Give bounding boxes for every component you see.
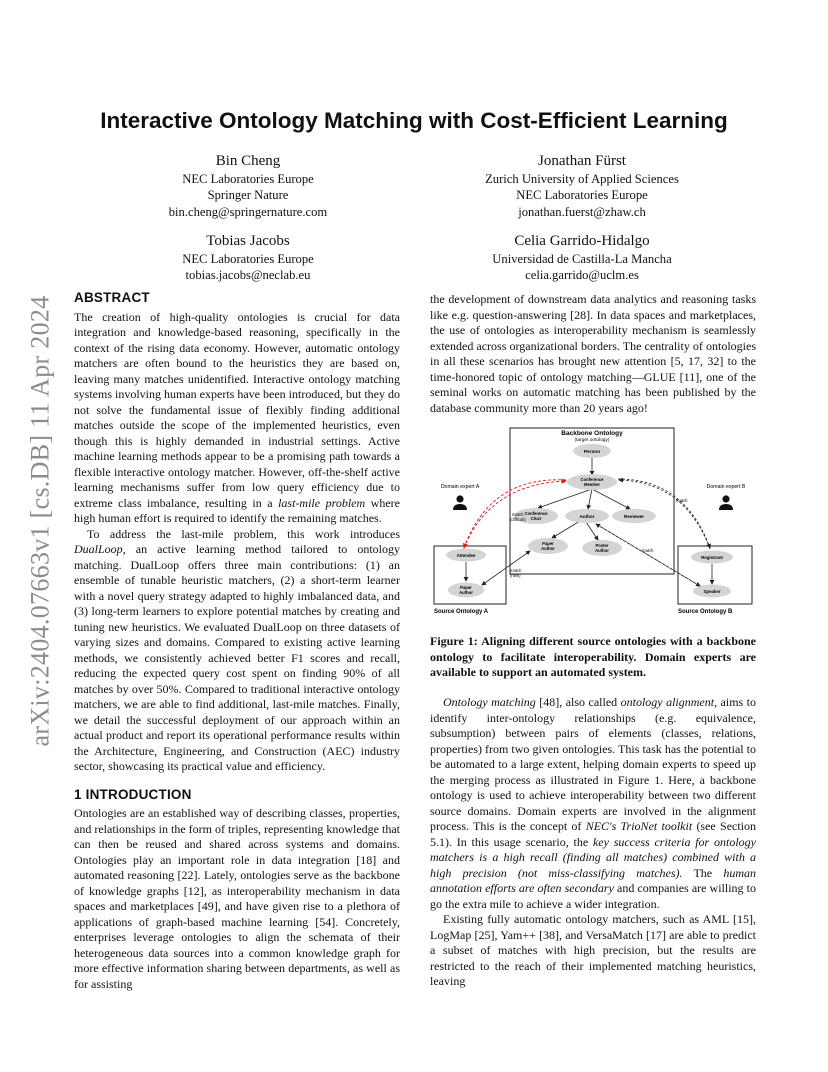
node-label: Chair [530,516,542,521]
match-new-label: match [510,568,522,573]
author-affiliation: Universidad de Castilla-La Mancha [492,252,672,266]
figure-1 [430,424,760,624]
author-block [432,152,732,220]
body-emphasis: NEC's TrioNet toolkit [585,819,693,833]
source-a-label: Source Ontology A [434,609,489,615]
body-text: and companies are willing to go the extra mile to achieve a wider integration. [430,881,756,911]
author-name: Jonathan Fürst [538,153,626,169]
author-email: celia.garrido@uclm.es [525,268,639,283]
abstract-paragraph [74,310,400,527]
node-label: Author [579,514,595,519]
abstract-text: The creation of high-quality ontologies is crucial for data integration and knowledge-based reasoning, specifically in the context of the rising data economy. However, automatic ontology matchers are often bound to the heuristics they are based on, leaving many matches unidentified. Interactive ontology matching systems involving human experts have been introduced, but they do not solve the fundamental issue of flexibly finding additional matches outside the scope of the implemented heuristics, even though this is highly demanded in industrial settings. Active machine learning methods appear to be a promising path towards a flexible interactive ontology matcher. However, off-the-shelf active learning mechanisms suffer from low query efficiency due to extreme class imbalance, resulting in a [74,309,400,510]
expert-b-label: Domain expert B [706,484,746,490]
node-label: Author [459,590,473,595]
node-label: Conference [580,477,604,482]
abstract-text: where high human effort is required to identify the remaining matches. [74,495,400,525]
body-emphasis: key success criteria for ontology matchers is a high recall (finding all matches) combined with a high precision (not miss-classifying matches). [430,834,756,880]
node-label: Attendee [456,553,476,558]
node-label: Paper [542,541,554,546]
node-label: Member [583,482,601,487]
author-email: tobias.jacobs@neclab.eu [185,268,311,283]
author-email: jonathan.fuerst@zhaw.ch [518,204,646,219]
body-text: The [682,865,724,880]
author-name: Tobias Jacobs [206,233,290,249]
person-icon [453,495,467,510]
abstract-text: , an active learning method tailored to ontology matching. DualLoop offers three main contributions: (1) an ensemble of tunable heuristic matchers, (2) a short-term learner with a novel query strategy adapted to highly imbalanced data, and (3) long-term learners to explore potential matches by creating and tuning new heuristics. We evaluated DualLoop on three datasets of varying sizes and domains. Compared to existing active learning methods, we consistently achieved better F1 scores and recall, reducing the expected query cost spent on finding 90% of all matches by over 50%. Compared to traditional interactive ontology matchers, we are able to find additional, last-mile matches. Finally, we detail the successful deployment of our approach within an actual product and report its operational performance results within the Architecture, Engineering, and Construction (AEC) industry sector, showcasing its practical value and efficiency. [74,542,400,773]
intro-paragraph: Ontologies are an established way of describing classes, properties, and relationships in the form of triples, representing knowledge that can then be reused and shared across systems and domains. Ontologies play an important role in data integration [18] and automated reasoning [22]. Lately, ontologies serve as the backbone of knowledge graphs [12], as interoperability mechanism in data spaces and marketplaces [49], and have given rise to a plethora of applications of graph-based machine learning [54]. Concretely, enterprises leverage ontologies to align the schemata of their heterogeneous data sources into a common knowledge graph for more effective information sharing between departments, as well as for assisting [74,806,400,991]
author-affiliation: NEC Laboratories Europe [182,252,314,266]
backbone-subtitle: (target ontology) [574,438,610,443]
abstract-text: To address the last-mile problem, this work introduces [87,526,400,541]
author-name: Bin Cheng [215,153,281,169]
match-new-note: (new) [510,573,521,578]
body-text: , aims to identify inter-ontology relationships (e.g. equivalence, subsumption) between pairs of elements (classes, relations, properties) from two given ontologies. This task has the potential to be automated to a large extent, helping domain experts to speed up the merging process as illustrated in Figure 1. Here, a backbone ontology is used to achieve interoperability between two different source domains. Domain experts are involved in the alignment process. This is the concept of [430,695,757,833]
author-affiliation: NEC Laboratories Europe [182,172,314,186]
arxiv-stamp [18,286,62,756]
right-column-top [430,292,756,416]
author-block [432,232,732,284]
match-difficult-label: match [512,512,524,517]
author-block [98,232,398,284]
introduction-heading: 1 INTRODUCTION [74,786,192,802]
right-column-bottom [430,695,756,990]
node-label: Author [595,548,609,553]
author-name: Celia Garrido-Hidalgo [514,233,650,249]
author-affiliation: NEC Laboratories Europe [516,188,648,203]
match-difficult-note: (difficult) [510,517,526,522]
node-label: Paper [460,585,472,590]
body-paragraph [430,695,756,912]
backbone-title: Backbone Ontology [561,430,623,437]
node-person-label: Person [583,450,601,455]
left-column [74,290,400,992]
arxiv-stamp-text: arXiv:2404.07663v1 [cs.DB] 11 Apr 2024 [25,295,55,747]
node-label: Conference [524,511,548,516]
person-icon [719,495,733,510]
abstract-heading: ABSTRACT [74,290,150,305]
paper-title: Interactive Ontology Matching with Cost-Efficient Learning [100,108,728,133]
body-emphasis: human annotation efforts are often secondary [430,865,756,895]
match-b-label: match [676,498,688,503]
match-speaker-label: match [642,548,654,553]
abstract-emphasis: DualLoop [74,542,123,556]
node-label: Speaker [703,589,721,594]
node-label: Reviewer [623,514,645,519]
author-affiliation: Springer Nature [207,188,289,203]
figure-caption: Figure 1: Aligning different source ontologies with a backbone ontology to facilitate interoperability. Domain experts are available to support an automated system. [430,634,756,679]
author-block [98,152,398,220]
author-email: bin.cheng@springernature.com [168,204,328,219]
body-emphasis: Ontology matching [443,695,536,709]
body-paragraph: Existing fully automatic ontology matchers, such as AML [15], LogMap [25], Yam++ [38], and VersaMatch [17] are able to predict a subset of matches with high precision, but the results are restricted to the reach of their implemented matching heuristics, leaving [430,912,756,988]
body-text: [48], also called [535,695,621,709]
intro-paragraph-continued: the development of downstream data analytics and reasoning tasks like e.g. question-answering [28]. In data spaces and marketplaces, the use of ontologies as interoperability mechanism is seamlessly extended across organizational borders. The centrality of ontologies in all these scenarios has brought new attention [5, 17, 32] to the time-honored topic of ontology matching—GLUE [11], one of the seminal works on automatic matching has been published by the database community more than 20 years ago! [430,292,756,415]
body-emphasis: ontology alignment [620,695,715,709]
ontology-diagram [430,424,760,624]
node-label: Author [541,546,555,551]
node-label: Registrant [701,555,723,560]
source-b-label: Source Ontology B [678,609,733,615]
node-label: Poster [595,543,609,548]
body-text: (see Section 5.1). In this usage scenario, the [430,819,757,849]
abstract-emphasis: last-mile problem [278,495,366,510]
expert-a-label: Domain expert A [440,484,480,490]
author-affiliation: Zurich University of Applied Sciences [485,172,679,186]
abstract-paragraph [74,527,400,775]
